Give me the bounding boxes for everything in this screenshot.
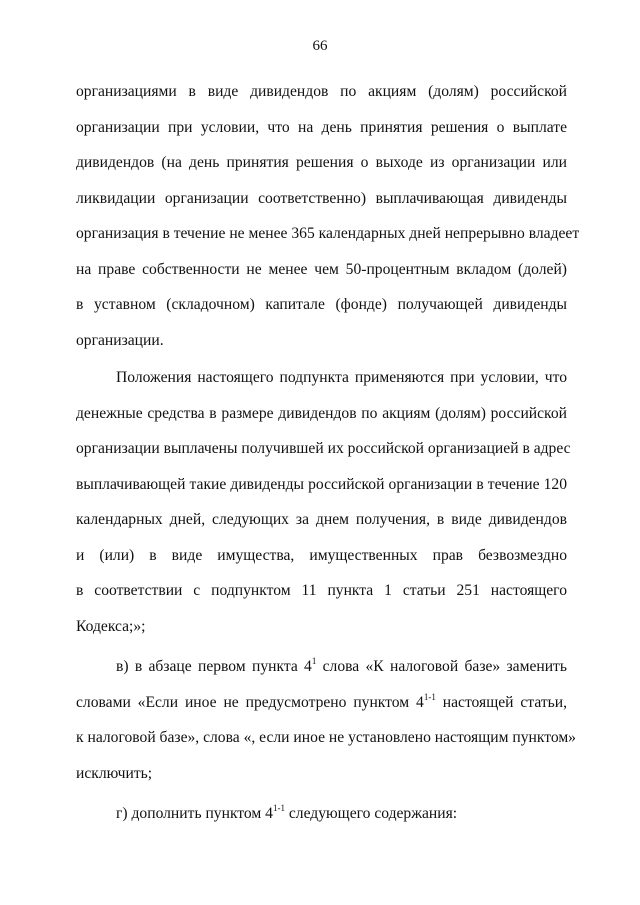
text-segment: словами «Если иное не предусмотрено пунктом 4	[76, 693, 424, 711]
text-segment: в) в абзаце первом пункта 4	[116, 658, 312, 675]
paragraph-2	[76, 360, 571, 644]
document-body	[76, 74, 580, 832]
text-line: в уставном (складочном) капитале (фонде) получающей дивиденды	[76, 296, 567, 313]
text-line: на праве собственности не менее чем 50-процентным вкладом (долей)	[76, 260, 567, 278]
text-segment: г) дополнить пунктом 4	[116, 805, 273, 822]
text-line: Кодекса;»;	[76, 617, 146, 635]
text-line: организации выплачены получившей их российской организацией в адрес	[76, 440, 571, 457]
page-number: 66	[312, 38, 328, 54]
text-line: организации при условии, что на день принятия решения о выплате	[76, 118, 567, 136]
text-line	[76, 796, 567, 832]
text-line: выплачивающей такие дивиденды российской организации в течение 120	[76, 475, 567, 493]
text-line: Положения настоящего подпункта применяются при условии, что	[116, 369, 567, 386]
text-line: денежные средства в размере дивидендов по акциям (долям) российской	[76, 404, 567, 422]
text-line	[76, 685, 567, 721]
text-line: к налоговой базе», слова «, если иное не установлено настоящим пунктом»	[76, 729, 576, 746]
text-line: организация в течение не менее 365 календарных дней непрерывно владеет	[76, 225, 580, 242]
text-line	[76, 649, 567, 685]
superscript: 1	[311, 656, 317, 666]
text-segment: следующего содержания:	[284, 805, 458, 822]
superscript: 1-1	[423, 691, 436, 702]
superscript: 1-1	[272, 803, 285, 813]
paragraph-4	[76, 796, 567, 832]
text-line: календарных дней, следующих за днем получения, в виде дивидендов	[76, 511, 567, 528]
paragraph-1	[76, 74, 580, 358]
text-segment: настоящей статьи,	[435, 693, 568, 711]
text-line: организациями в виде дивидендов по акциям (долям) российской	[76, 83, 567, 100]
text-line: и (или) в виде имущества, имущественных прав безвозмездно	[76, 546, 567, 564]
text-line: в соответствии с подпунктом 11 пункта 1 статьи 251 настоящего	[76, 582, 567, 599]
paragraph-3	[76, 649, 576, 791]
text-line: ликвидации организации соответственно) выплачивающая дивиденды	[76, 189, 567, 207]
text-line: дивидендов (на день принятия решения о выходе из организации или	[76, 154, 567, 171]
text-segment: слова «К налоговой базе» заменить	[316, 658, 567, 675]
text-line: организации.	[76, 331, 164, 349]
text-line: исключить;	[76, 764, 153, 782]
